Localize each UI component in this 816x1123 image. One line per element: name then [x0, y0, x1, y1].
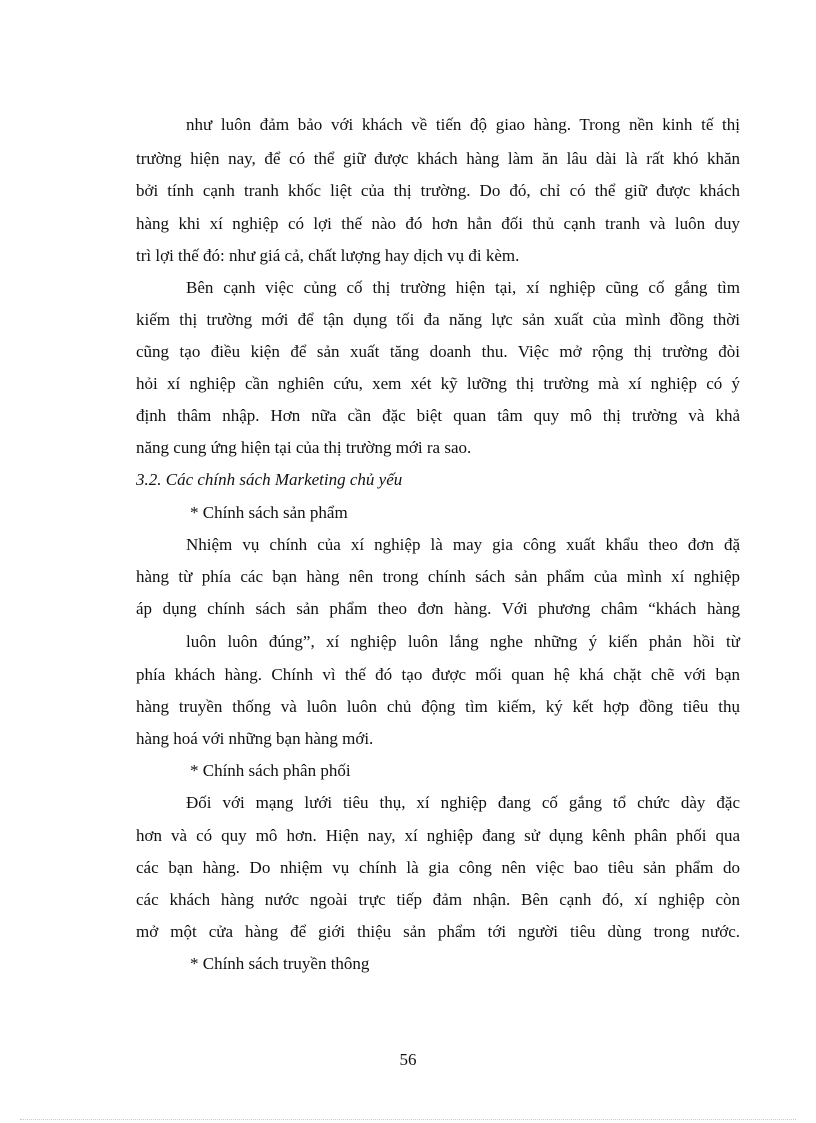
text-line: cũng tạo điều kiện để sản xuất tăng doanh thu. Việc mở rộng thị trường đòi — [136, 342, 740, 361]
text-line: kiếm thị trường mới để tận dụng tối đa năng lực sản xuất của mình đồng thời — [136, 310, 740, 329]
text-line: mở một cửa hàng để giới thiệu sản phẩm tới người tiêu dùng trong nước. — [136, 922, 740, 941]
text-line: áp dụng chính sách sản phẩm theo đơn hàng. Với phương châm “khách hàng — [136, 599, 740, 618]
text-line: hàng truyền thống và luôn luôn chủ động tìm kiếm, ký kết hợp đồng tiêu thụ — [136, 697, 740, 716]
bullet-product-policy: * Chính sách sản phẩm — [190, 503, 348, 522]
text-line: luôn luôn đúng”, xí nghiệp luôn lắng nghe những ý kiến phản hồi từ — [186, 632, 740, 651]
text-line: hỏi xí nghiệp cần nghiên cứu, xem xét kỹ lưỡng thị trường mà xí nghiệp có ý — [136, 374, 740, 393]
text-line: trường hiện nay, để có thể giữ được khách hàng làm ăn lâu dài là rất khó khăn — [136, 149, 740, 168]
text-line: Nhiệm vụ chính của xí nghiệp là may gia công xuất khẩu theo đơn đặ — [186, 535, 740, 554]
text-line: các khách hàng nước ngoài trực tiếp đảm nhận. Bên cạnh đó, xí nghiệp còn — [136, 890, 740, 909]
text-line: hàng từ phía các bạn hàng nên trong chính sách sản phẩm của mình xí nghiệp — [136, 567, 740, 586]
footer-divider — [20, 1119, 796, 1120]
text-line: trì lợi thế đó: như giá cả, chất lượng hay dịch vụ đi kèm. — [136, 246, 520, 265]
bullet-communication-policy: * Chính sách truyền thông — [190, 954, 370, 973]
section-heading: 3.2. Các chính sách Marketing chủ yếu — [136, 470, 403, 489]
text-line: Bên cạnh việc củng cố thị trường hiện tại, xí nghiệp cũng cố gắng tìm — [186, 278, 740, 297]
text-line: như luôn đảm bảo với khách về tiến độ giao hàng. Trong nền kinh tế thị — [186, 115, 740, 134]
text-line: năng cung ứng hiện tại của thị trường mới ra sao. — [136, 438, 472, 457]
bullet-distribution-policy: * Chính sách phân phối — [190, 761, 351, 780]
text-line: Đối với mạng lưới tiêu thụ, xí nghiệp đang cố gắng tổ chức dày đặc — [186, 793, 740, 812]
text-line: định thâm nhập. Hơn nữa cần đặc biệt quan tâm quy mô thị trường và khả — [136, 406, 740, 425]
page-number: 56 — [399, 1050, 417, 1069]
text-line: phía khách hàng. Chính vì thế đó tạo được mối quan hệ khá chặt chẽ với bạn — [136, 665, 740, 684]
text-line: hàng khi xí nghiệp có lợi thế nào đó hơn hẳn đối thủ cạnh tranh và luôn duy — [136, 214, 740, 233]
text-line: các bạn hàng. Do nhiệm vụ chính là gia công nên việc bao tiêu sản phẩm do — [136, 858, 740, 877]
text-line: bởi tính cạnh tranh khốc liệt của thị trường. Do đó, chỉ có thể giữ được khách — [136, 181, 740, 200]
text-line: hàng hoá với những bạn hàng mới. — [136, 729, 374, 748]
text-line: hơn và có quy mô hơn. Hiện nay, xí nghiệp đang sử dụng kênh phân phối qua — [136, 826, 740, 845]
